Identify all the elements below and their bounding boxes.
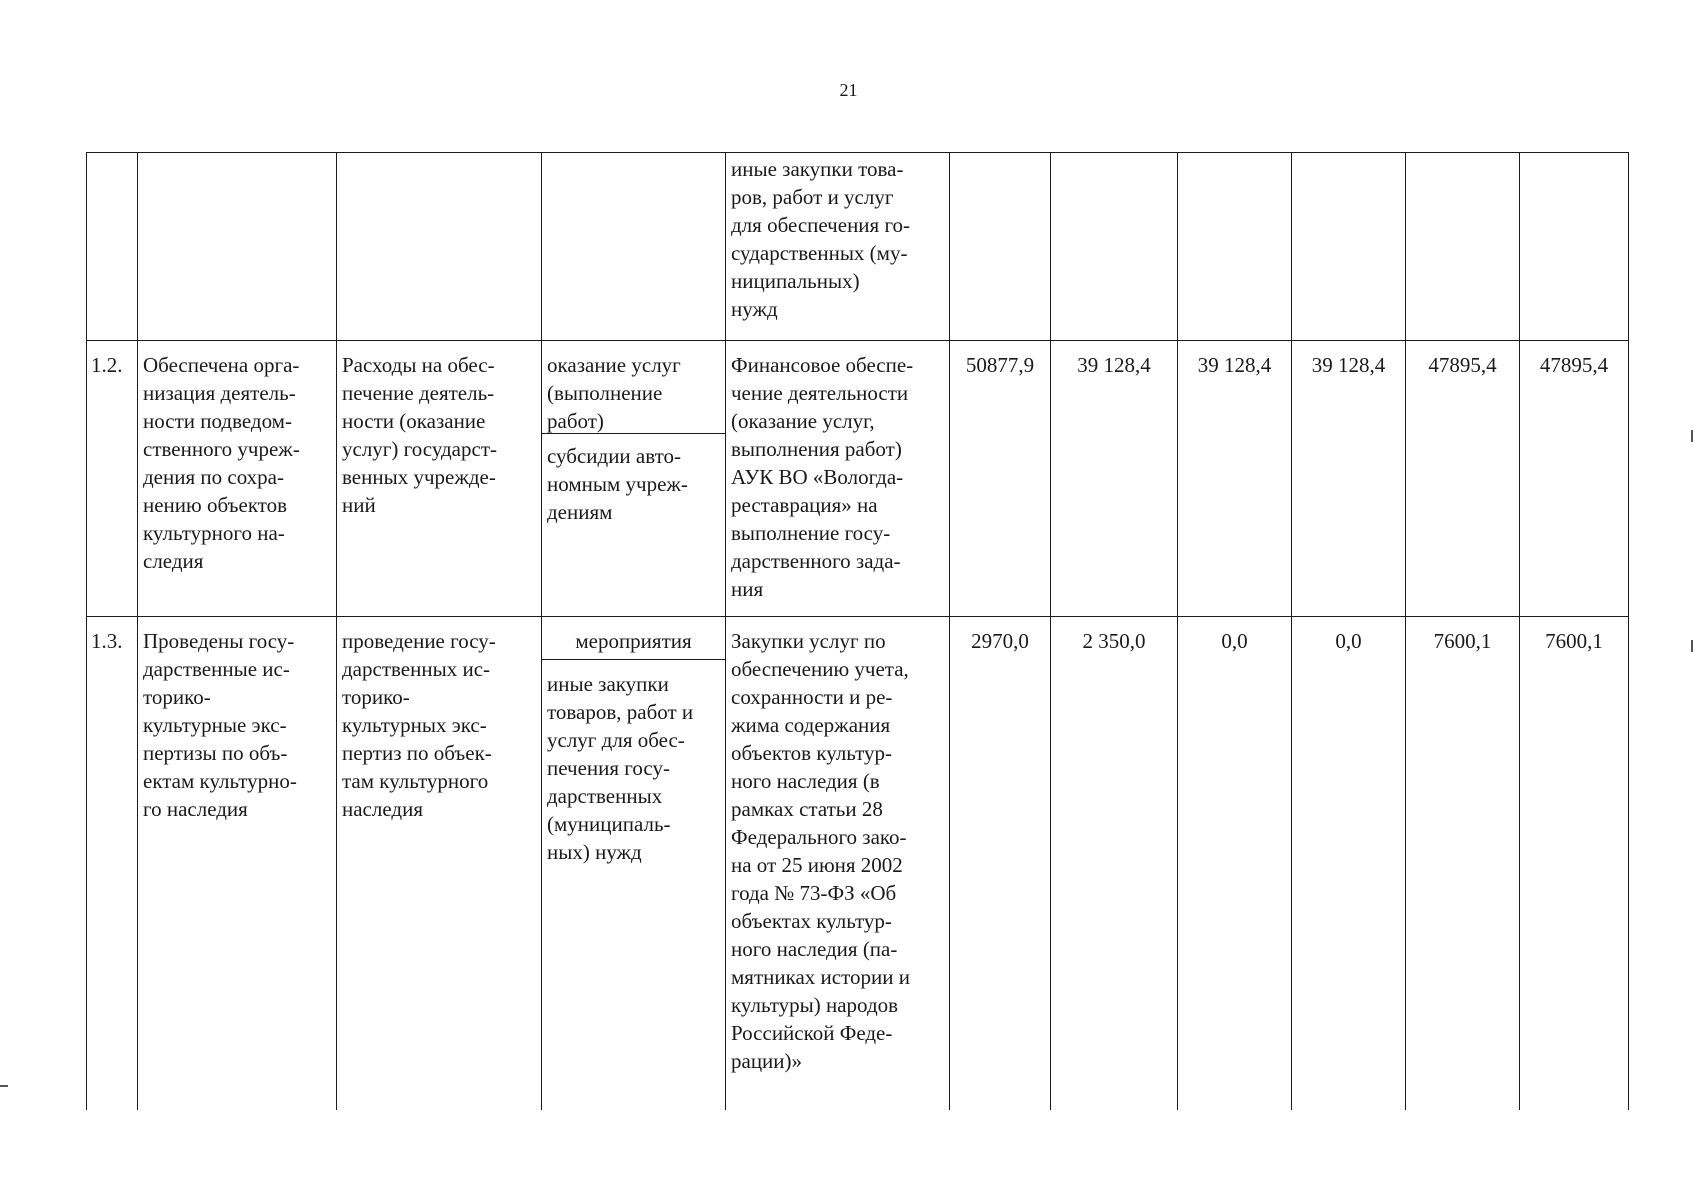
value-cell: 2970,0 — [950, 617, 1051, 1111]
value-cell: 0,0 — [1178, 617, 1292, 1111]
value-cell: 39 128,4 — [1051, 341, 1178, 617]
value-cell — [1520, 153, 1629, 341]
description-cell: Закупки услуг по обеспечению учета, сохранности и ре- жима содержания объектов культур- ного наследия (в рамках статьи 28 Федерального зако- на от 25 июня 2002 года № 73-ФЗ «Об объектах культур- ного наследия (па- мятниках истории и культуры) народов Российской Феде- рации)» — [726, 617, 950, 1111]
value-cell: 39 128,4 — [1178, 341, 1292, 617]
value-cell — [1051, 153, 1178, 341]
table-row — [87, 153, 1629, 341]
value-cell — [1178, 153, 1292, 341]
row-number-cell: 1.2. — [87, 341, 138, 617]
value-cell: 7600,1 — [1406, 617, 1520, 1111]
description-cell: иные закупки това- ров, работ и услуг для обеспечения го- сударственных (му- ниципальных) нужд — [726, 153, 950, 341]
value-cell — [1406, 153, 1520, 341]
margin-mark — [0, 1085, 8, 1087]
expense-cell — [337, 153, 542, 341]
expense-kind-bottom: субсидии авто- номным учреж- дениям — [542, 433, 725, 528]
result-cell: Обеспечена орга- низация деятель- ности подведом- ственного учреж- дения по сохра- нению объектов культурного на- следия — [138, 341, 337, 617]
page-number: 21 — [839, 80, 858, 100]
value-cell: 50877,9 — [950, 341, 1051, 617]
result-cell — [138, 153, 337, 341]
margin-mark — [1691, 640, 1693, 652]
value-cell — [1292, 153, 1406, 341]
row-number-cell: 1.3. — [87, 617, 138, 1111]
table-row — [87, 341, 1629, 617]
value-cell: 47895,4 — [1406, 341, 1520, 617]
row-number-cell — [87, 153, 138, 341]
value-cell: 47895,4 — [1520, 341, 1629, 617]
expense-kind-cell — [542, 341, 726, 617]
expense-cell: проведение госу- дарственных ис- торико- культурных экс- пертиз по объек- там культурного наследия — [337, 617, 542, 1111]
expense-kind-top: мероприятия — [575, 629, 692, 653]
value-cell: 39 128,4 — [1292, 341, 1406, 617]
expense-kind-cell — [542, 153, 726, 341]
expense-kind-top: оказание услуг (выполнение работ) — [547, 353, 681, 433]
result-cell: Проведены госу- дарственные ис- торико- культурные экс- пертизы по объ- ектам культурно- го наследия — [138, 617, 337, 1111]
expense-cell: Расходы на обес- печение деятель- ности (оказание услуг) государст- венных учрежде- ний — [337, 341, 542, 617]
description-cell: Финансовое обеспе- чение деятельности (оказание услуг, выполнения работ) АУК ВО «Вологда- реставрация» на выполнение госу- дарственного зада- ния — [726, 341, 950, 617]
value-cell: 2 350,0 — [1051, 617, 1178, 1111]
value-cell: 0,0 — [1292, 617, 1406, 1111]
expense-kind-bottom: иные закупки товаров, работ и услуг для обес- печения госу- дарственных (муниципаль- ных) нужд — [542, 659, 725, 868]
budget-table — [86, 152, 1629, 1110]
expense-kind-cell — [542, 617, 726, 1111]
table-row — [87, 617, 1629, 1111]
value-cell: 7600,1 — [1520, 617, 1629, 1111]
margin-mark — [1691, 430, 1693, 442]
value-cell — [950, 153, 1051, 341]
